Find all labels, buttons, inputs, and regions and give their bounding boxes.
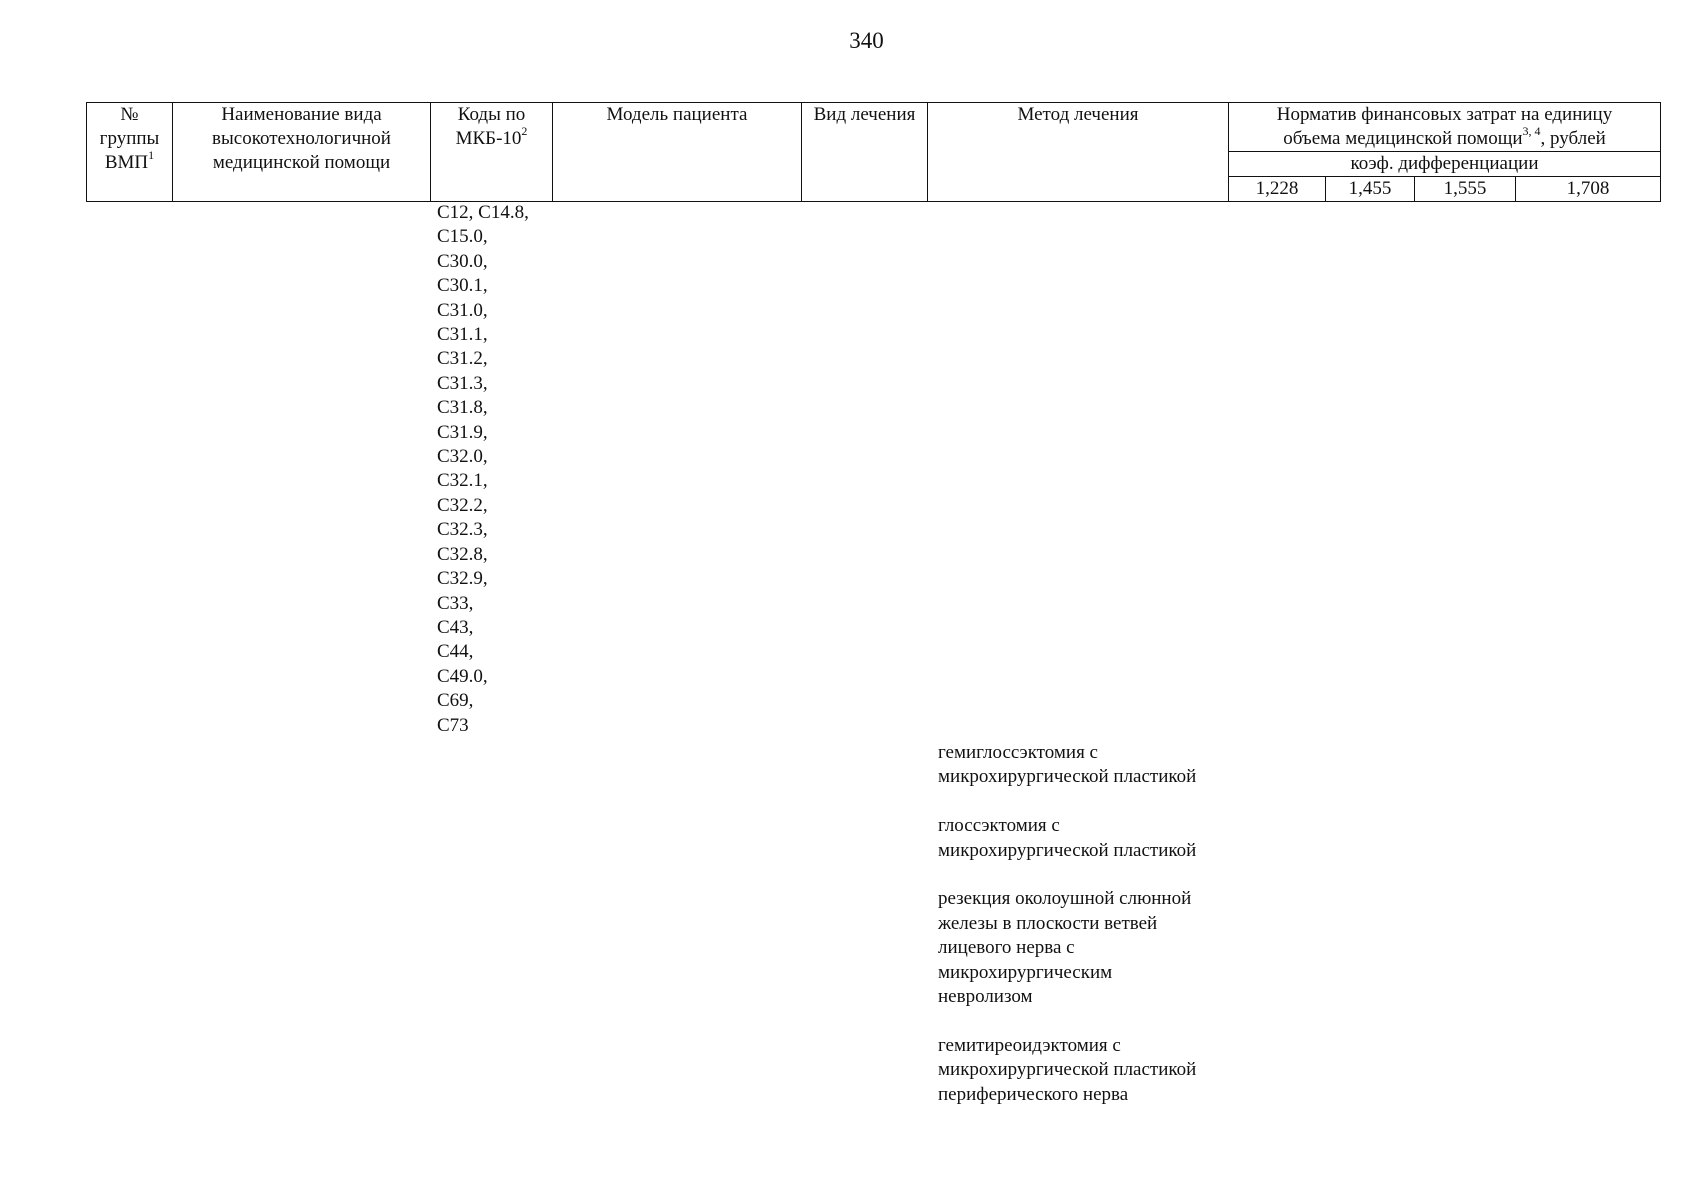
icd-code: C31.0, [437,299,488,321]
icd-code: C31.2, [437,348,488,370]
icd-code: C49.0, [437,665,488,687]
icd-code: C32.9, [437,568,488,590]
treatment-method-list [938,741,1196,1131]
icd-code: C43, [437,616,474,638]
icd-code: C32.2, [437,494,488,516]
icd-code: C32.8, [437,543,488,565]
header-treatment-type: Вид лечения [802,103,928,202]
icd-code: C31.8, [437,397,488,419]
header-patient-model: Модель пациента [553,103,802,202]
icd-code: C32.1, [437,470,488,492]
icd-code-list [437,201,529,738]
header-group-number: № группы ВМП$^1$ [87,103,173,202]
icd-code: C32.3, [437,519,488,541]
method-item: гемитиреоидэктомия с микрохирургической пластикой периферического нерва [938,1034,1197,1105]
method-item: резекция околоушной слюнной железы в плоскости ветвей лицевого нерва с микрохирургическим невролизом [938,888,1192,1008]
icd-code: C12, C14.8, [437,202,529,223]
icd-code: C31.9, [437,421,488,443]
method-item: глоссэктомия с микрохирургической пластикой [938,815,1197,861]
header-cost-norm: Норматив финансовых затрат на единицу объема медицинской помощи$^{3, 4}$, рублей [1229,103,1661,152]
icd-code: C31.3, [437,372,488,394]
icd-code: C15.0, [437,226,488,248]
coef-value: 1,228 [1229,177,1326,202]
header-coef-title: коэф. дифференциации [1229,152,1661,177]
icd-code: C30.0, [437,250,488,272]
header-icd-codes: Коды по МКБ-$10^2$ [431,103,553,202]
header-care-type-name: Наименование вида высокотехнологичной медицинской помощи [173,103,431,202]
coef-value: 1,555 [1415,177,1516,202]
coef-value: 1,455 [1326,177,1415,202]
table-header [86,102,1661,202]
icd-code: C33, [437,592,474,614]
icd-code: C44, [437,641,474,663]
icd-code: C31.1, [437,324,488,346]
header-treatment-method: Метод лечения [928,103,1229,202]
icd-code: C73 [437,714,469,736]
method-item: гемиглоссэктомия с микрохирургической пластикой [938,742,1197,788]
icd-code: C69, [437,690,474,712]
page-number: 340 [849,28,884,53]
coef-value: 1,708 [1516,177,1661,202]
icd-code: C30.1, [437,275,488,297]
icd-code: C32.0, [437,446,488,468]
